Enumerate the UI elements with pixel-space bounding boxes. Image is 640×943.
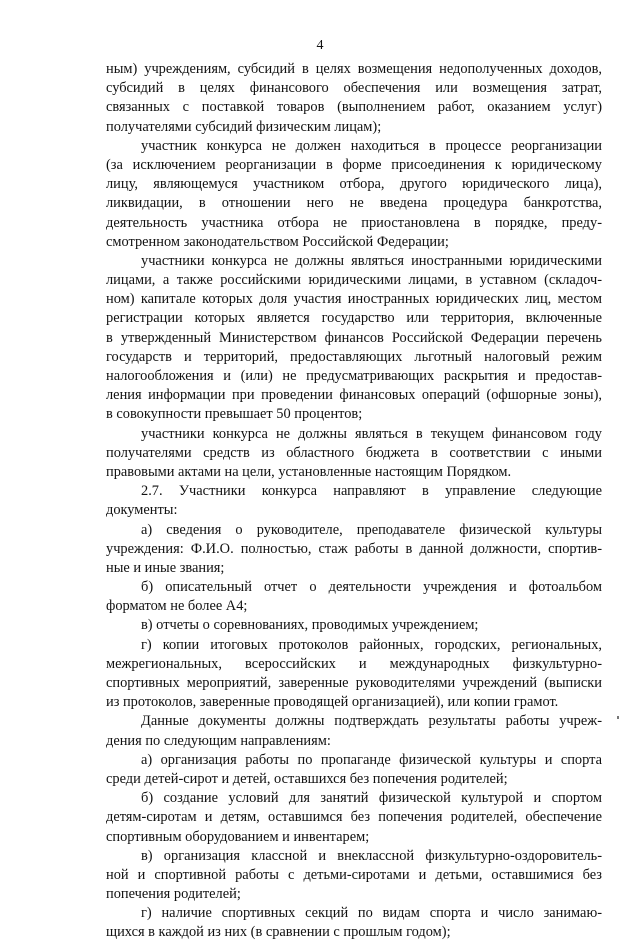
paragraph <box>106 636 602 713</box>
paragraph <box>106 616 602 635</box>
text-line: (за исключением реорганизации в форме присоединения к юридическому <box>106 156 602 173</box>
text-line: Данные документы должны подтверждать результаты работы учреж- <box>141 713 602 730</box>
text-line: правовыми актами на цели, установленные настоящим Порядком. <box>106 463 512 480</box>
text-line: в совокупности превышает 50 процентов; <box>106 406 363 423</box>
text-line: форматом не более А4; <box>106 598 248 615</box>
text-line: документы: <box>106 502 178 519</box>
text-line: спортивным оборудованием и инвентарем; <box>106 828 370 845</box>
text-line: учреждения: Ф.И.О. полностью, стаж работы в данной должности, спортив- <box>106 540 602 557</box>
paragraph <box>106 60 602 137</box>
text-line: спортивных мероприятий, заверенные руководителями учреждений (выписки <box>106 675 602 691</box>
text-line: детям-сиротам и детям, оставшимся без попечения родителей, обеспечение <box>106 809 602 826</box>
paragraph <box>106 521 602 579</box>
text-line: в) отчеты о соревнованиях, проводимых учреждением; <box>141 617 479 634</box>
paragraph <box>106 751 602 789</box>
paragraph <box>106 252 602 425</box>
text-line: смотренном законодательством Российской Федерации; <box>106 233 449 250</box>
paragraph <box>106 578 602 616</box>
text-line: б) описательный отчет о деятельности учреждения и фотоальбом <box>141 579 602 596</box>
text-line: государств и территорий, предоставляющих льготный налоговый режим <box>106 348 602 365</box>
text-line: лицами, а также российскими юридическими лицами, в уставном (складоч- <box>106 272 602 289</box>
page-number: 4 <box>316 38 324 53</box>
text-line: участники конкурса не должны являться иностранными юридическими <box>141 252 602 269</box>
paragraph <box>106 482 602 520</box>
text-line: г) копии итоговых протоколов районных, городских, региональных, <box>141 636 602 653</box>
text-line: 2.7. Участники конкурса направляют в управление следующие <box>141 483 602 500</box>
text-line: из протоколов, заверенные проводящей организацией), или копии грамот. <box>106 694 559 711</box>
scan-mark <box>617 716 619 719</box>
text-line: деятельность участника отбора не приостановлена в порядке, преду- <box>106 214 602 231</box>
text-line: а) сведения о руководителе, преподавателе физической культуры <box>141 521 602 538</box>
text-line: ным) учреждениям, субсидий в целях возмещения недополученных доходов, <box>106 61 602 77</box>
text-line: межрегиональных, всероссийских и международных физкультурно- <box>106 655 602 672</box>
text-line: г) наличие спортивных секций по видам спорта и число занимаю- <box>141 905 602 922</box>
text-line: получателями средств из областного бюджета в соответствии с иными <box>106 444 602 461</box>
paragraph <box>106 847 602 905</box>
paragraph <box>106 789 602 847</box>
text-line: дения по следующим направлениям: <box>106 732 331 749</box>
text-line: ной и спортивной работы с детьми-сиротами и детьми, оставшимися без <box>106 866 602 883</box>
text-line: в утвержденный Министерством финансов Российской Федерации перечень <box>106 329 602 346</box>
text-line: налогообложения и (или) не предусматривающих раскрытия и предостав- <box>106 368 602 384</box>
text-line: ном) капитале которых доля участия иностранных юридических лиц, местом <box>106 291 602 308</box>
text-line: связанных с поставкой товаров (выполнением работ, оказанием услуг) <box>106 99 602 116</box>
text-line: ликвидации, в отношении него не введена процедура банкротства, <box>106 195 602 212</box>
text-line: в) организация классной и внеклассной физкультурно-оздоровитель- <box>141 847 602 864</box>
text-line: попечения родителей; <box>106 886 241 903</box>
text-line: участник конкурса не должен находиться в процессе реорганизации <box>141 137 602 154</box>
text-line: щихся в каждой из них (в сравнении с прошлым годом); <box>106 924 451 941</box>
paragraph <box>106 137 602 252</box>
text-line: ления информации при проведении финансовых операций (офшорные зоны), <box>106 387 602 404</box>
text-line: субсидий в целях финансового обеспечения или возмещения затрат, <box>106 80 602 97</box>
text-line: б) создание условий для занятий физической культурой и спортом <box>141 790 602 807</box>
document-body <box>106 60 602 943</box>
text-line: среди детей-сирот и детей, оставшихся без попечения родителей; <box>106 770 508 787</box>
text-line: ные и иные звания; <box>106 559 225 576</box>
paragraph <box>106 425 602 483</box>
text-line: получателями субсидий физическим лицам); <box>106 118 382 135</box>
text-line: участники конкурса не должны являться в текущем финансовом году <box>141 425 602 442</box>
text-line: лицу, являющемуся участником отбора, другого юридического лица), <box>106 176 602 193</box>
paragraph <box>106 712 602 750</box>
text-line: регистрации которых является государство или территория, включенные <box>106 310 602 327</box>
paragraph <box>106 904 602 942</box>
text-line: а) организация работы по пропаганде физической культуры и спорта <box>141 751 602 768</box>
